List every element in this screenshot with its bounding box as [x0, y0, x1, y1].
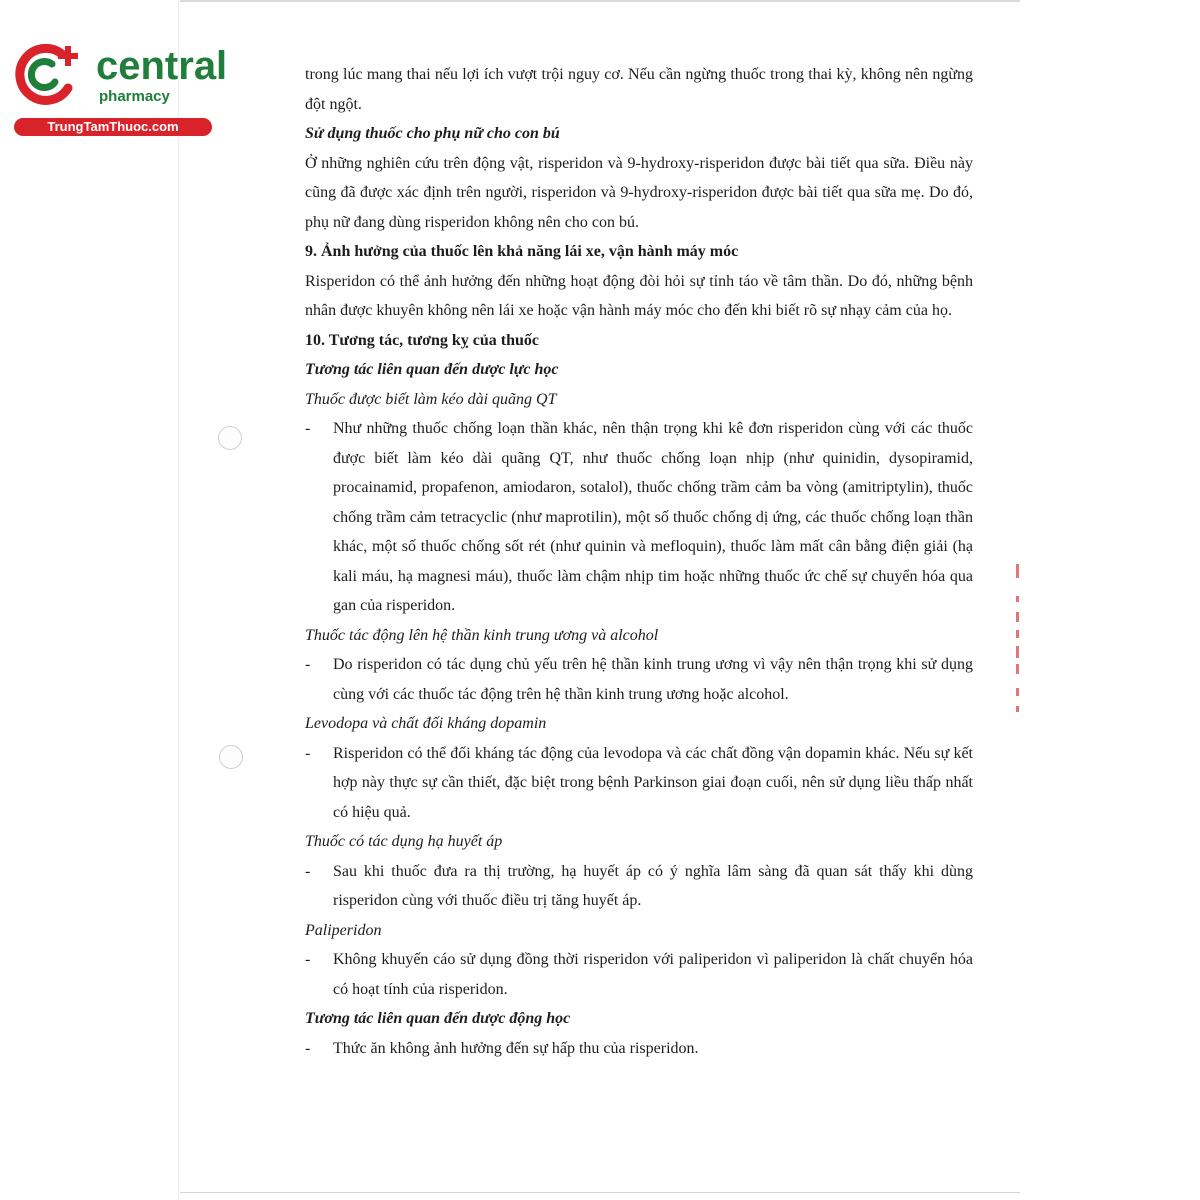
bullet-text: Như những thuốc chống loạn thần khác, nên thận trọng khi kê đơn risperidon cùng với các thuốc được biết làm kéo dài quãng QT, như thuốc chống loạn nhịp (như quinidin, dysopiramid, procainamid, propafenon, amiodaron, sotalol), thuốc chống trầm cảm ba vòng (amitriptylin), thuốc chống trầm cảm tetracyclic (như maprotilin), một số thuốc chống dị ứng, các thuốc chống loạn thần khác, một số thuốc chống sốt rét (như quinin và mefloquin), thuốc làm mất cân bằng điện giải (hạ kali máu, hạ magnesi máu), thuốc làm chậm nhịp tim hoặc những thuốc ức chế sự chuyển hóa qua gan của risperidon.: [333, 420, 973, 614]
bullet-paliperidon: [305, 945, 973, 1004]
italic-heading-paliperidon: Paliperidon: [305, 921, 382, 939]
punch-hole: [219, 745, 243, 769]
bullet-blood-pressure: [305, 857, 973, 916]
logo-website: TrungTamThuoc.com: [14, 118, 212, 136]
bullet-text: Sau khi thuốc đưa ra thị trường, hạ huyết áp có ý nghĩa lâm sàng đã quan sát thấy khi dùng risperidon cùng với thuốc điều trị tăng huyết áp.: [333, 862, 973, 909]
bullet-text: Thức ăn không ảnh hưởng đến sự hấp thu của risperidon.: [333, 1039, 699, 1057]
subheading-breastfeeding: Sử dụng thuốc cho phụ nữ cho con bú: [305, 125, 560, 142]
punch-hole: [218, 426, 242, 450]
bullet-text: Risperidon có thể đối kháng tác động của levodopa và các chất đồng vận dopamin khác. Nếu sự kết hợp này thực sự cần thiết, đặc biệt trong bệnh Parkinson giai đoạn cuối, nên sử dụng liều thấp nhất có hiệu quả.: [333, 744, 973, 821]
heading-section-9: 9. Ảnh hưởng của thuốc lên khả năng lái xe, vận hành máy móc: [305, 243, 739, 260]
page-edge-left: [178, 0, 179, 1200]
subheading-pharmacodynamic: Tương tác liên quan đến dược lực học: [305, 361, 559, 378]
bullet-dash: -: [305, 656, 311, 673]
bullet-dash: -: [305, 420, 311, 437]
heading-section-10: 10. Tương tác, tương kỵ của thuốc: [305, 331, 539, 349]
page-edge-bottom: [180, 1192, 1020, 1193]
bullet-qt: [305, 414, 973, 621]
margin-marks: [1010, 560, 1030, 720]
logo-subtitle: pharmacy: [99, 88, 170, 105]
pharmacy-cross-logo-icon: [10, 38, 82, 110]
italic-heading-cns: Thuốc tác động lên hệ thần kinh trung ương và alcohol: [305, 626, 659, 644]
bullet-dash: -: [305, 744, 311, 762]
bullet-cns: [305, 650, 973, 709]
logo-name: central: [96, 44, 228, 88]
paragraph-breastfeeding: Ở những nghiên cứu trên động vật, risperidon và 9-hydroxy-risperidon được bài tiết qua sữa. Điều này cũng đã được xác định trên người, risperidon và 9-hydroxy-risperidon được bài tiết qua sữa mẹ. Do đó, phụ nữ đang dùng risperidon không nên cho con bú.: [305, 154, 973, 231]
italic-heading-qt: Thuốc được biết làm kéo dài quãng QT: [305, 390, 557, 408]
bullet-dash: -: [305, 1039, 311, 1057]
italic-heading-blood-pressure: Thuốc có tác dụng hạ huyết áp: [305, 833, 503, 850]
subheading-pharmacokinetic: Tương tác liên quan đến dược động học: [305, 1010, 571, 1027]
bullet-dash: -: [305, 951, 311, 968]
bullet-dash: -: [305, 862, 311, 880]
bullet-text: Không khuyến cáo sử dụng đồng thời risperidon với paliperidon vì paliperidon là chất chuyển hóa có hoạt tính của risperidon.: [333, 951, 973, 998]
paragraph-driving: Risperidon có thể ảnh hưởng đến những hoạt động đòi hỏi sự tỉnh táo về tâm thần. Do đó, những bệnh nhân được khuyên không nên lái xe hoặc vận hành máy móc cho đến khi biết rõ sự nhạy cảm của họ.: [305, 272, 973, 319]
bullet-text: Do risperidon có tác dụng chủ yếu trên hệ thần kinh trung ương vì vậy nên thận trọng khi sử dụng cùng với các thuốc tác động trên hệ thần kinh trung ương hoặc alcohol.: [333, 656, 973, 703]
paragraph-pregnancy: trong lúc mang thai nếu lợi ích vượt trội nguy cơ. Nếu cần ngừng thuốc trong thai kỳ, không nên ngừng đột ngột.: [305, 66, 973, 113]
page-edge-top: [180, 0, 1020, 2]
document-body: [305, 60, 973, 1063]
central-pharmacy-logo: [10, 38, 228, 138]
italic-heading-levodopa: Levodopa và chất đối kháng dopamin: [305, 715, 547, 732]
bullet-levodopa: [305, 739, 973, 828]
bullet-food: [305, 1034, 973, 1064]
